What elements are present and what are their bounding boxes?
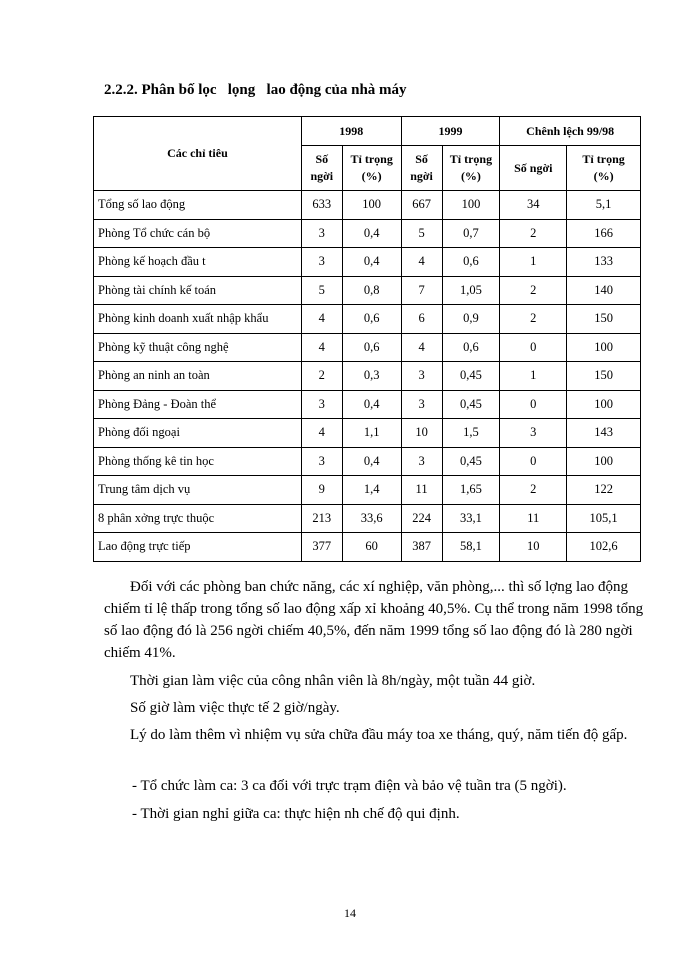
subheader-text: (%) xyxy=(593,169,614,183)
table-row xyxy=(94,248,641,277)
table-row xyxy=(94,333,641,362)
cell-dn: 2 xyxy=(500,305,567,334)
cell-p98: 0,4 xyxy=(342,447,401,476)
cell-p99: 0,6 xyxy=(442,248,500,277)
cell-n98: 5 xyxy=(301,276,342,305)
cell-p98: 0,4 xyxy=(342,390,401,419)
table-body xyxy=(94,191,641,562)
cell-p98: 0,6 xyxy=(342,333,401,362)
cell-dp: 122 xyxy=(567,476,641,505)
cell-n99: 387 xyxy=(401,533,442,562)
cell-n98: 4 xyxy=(301,305,342,334)
paragraph-departments: Đối với các phòng ban chức năng, các xí nghiệp, văn phòng,... thì số lợng lao động chiếm tỉ lệ thấp trong tổng số lao động xấp xỉ khoảng 40,5%. Cụ thể trong năm 1998 tổng số lao động đó là 256 ngời chiếm 40,5%, đến năm 1999 tổng số lao động đó là 280 ngời chiếm 41%. xyxy=(104,579,644,661)
cell-p98: 33,6 xyxy=(342,504,401,533)
row-label: Phòng Tổ chức cán bộ xyxy=(94,219,302,248)
cell-dp: 166 xyxy=(567,219,641,248)
cell-p99: 0,45 xyxy=(442,362,500,391)
cell-dp: 100 xyxy=(567,333,641,362)
cell-p98: 100 xyxy=(342,191,401,220)
header-1999: 1999 xyxy=(401,117,500,146)
cell-p99: 1,05 xyxy=(442,276,500,305)
table-row xyxy=(94,305,641,334)
cell-n99: 7 xyxy=(401,276,442,305)
cell-dn: 1 xyxy=(500,248,567,277)
cell-dn: 11 xyxy=(500,504,567,533)
table-row xyxy=(94,362,641,391)
subheader-text: ngời xyxy=(310,169,334,183)
cell-dn: 0 xyxy=(500,447,567,476)
subheader-so-nguoi-1998 xyxy=(301,146,342,191)
cell-dp: 140 xyxy=(567,276,641,305)
table-row xyxy=(94,476,641,505)
cell-n99: 667 xyxy=(401,191,442,220)
table-header-row xyxy=(94,117,641,146)
cell-n98: 4 xyxy=(301,333,342,362)
cell-dn: 3 xyxy=(500,419,567,448)
cell-n99: 3 xyxy=(401,390,442,419)
row-label: Phòng kinh doanh xuất nhập khẩu xyxy=(94,305,302,334)
row-label: Phòng kỹ thuật công nghệ xyxy=(94,333,302,362)
cell-dp: 105,1 xyxy=(567,504,641,533)
cell-dn: 34 xyxy=(500,191,567,220)
cell-dp: 100 xyxy=(567,390,641,419)
cell-n99: 4 xyxy=(401,248,442,277)
cell-p99: 0,6 xyxy=(442,333,500,362)
cell-n98: 633 xyxy=(301,191,342,220)
subheader-text: Tỉ trọng xyxy=(582,152,625,166)
cell-p98: 0,4 xyxy=(342,248,401,277)
row-label: Phòng đối ngoại xyxy=(94,419,302,448)
row-label: Lao động trực tiếp xyxy=(94,533,302,562)
cell-p99: 1,5 xyxy=(442,419,500,448)
subheader-text: Số xyxy=(415,152,428,166)
cell-p98: 60 xyxy=(342,533,401,562)
cell-n99: 4 xyxy=(401,333,442,362)
paragraph-overtime-reason: Lý do làm thêm vì nhiệm vụ sửa chữa đầu máy toa xe tháng, quý, năm tiến độ gấp. xyxy=(130,727,628,743)
cell-dn: 0 xyxy=(500,390,567,419)
header-indicators: Các chỉ tiêu xyxy=(94,117,302,191)
cell-dn: 2 xyxy=(500,476,567,505)
subheader-ti-trong-1998 xyxy=(342,146,401,191)
table-row xyxy=(94,504,641,533)
subheader-ti-trong-diff xyxy=(567,146,641,191)
table-row xyxy=(94,219,641,248)
cell-p98: 0,3 xyxy=(342,362,401,391)
cell-n98: 213 xyxy=(301,504,342,533)
table-row xyxy=(94,447,641,476)
subheader-text: Tỉ trọng xyxy=(350,152,393,166)
paragraph-actual-hours: Số giờ làm việc thực tế 2 giờ/ngày. xyxy=(130,700,340,716)
cell-dn: 0 xyxy=(500,333,567,362)
cell-dp: 143 xyxy=(567,419,641,448)
subheader-text: Số xyxy=(315,152,329,166)
cell-n99: 5 xyxy=(401,219,442,248)
subheader-text: ngời xyxy=(410,169,433,183)
paragraph-working-hours: Thời gian làm việc của công nhân viên là 8h/ngày, một tuần 44 giờ. xyxy=(130,673,536,689)
row-label: 8 phân xởng trực thuộc xyxy=(94,504,302,533)
cell-n98: 3 xyxy=(301,248,342,277)
cell-dn: 1 xyxy=(500,362,567,391)
page-number: 14 xyxy=(344,906,356,920)
cell-p99: 33,1 xyxy=(442,504,500,533)
cell-n98: 377 xyxy=(301,533,342,562)
cell-dp: 133 xyxy=(567,248,641,277)
header-1998: 1998 xyxy=(301,117,401,146)
cell-dp: 150 xyxy=(567,362,641,391)
row-label: Phòng an ninh an toàn xyxy=(94,362,302,391)
cell-dn: 2 xyxy=(500,276,567,305)
cell-n99: 11 xyxy=(401,476,442,505)
cell-n99: 6 xyxy=(401,305,442,334)
cell-p99: 0,9 xyxy=(442,305,500,334)
cell-p98: 0,8 xyxy=(342,276,401,305)
cell-n98: 3 xyxy=(301,447,342,476)
cell-n99: 10 xyxy=(401,419,442,448)
subheader-so-nguoi-1999 xyxy=(401,146,442,191)
table-row xyxy=(94,419,641,448)
cell-dn: 10 xyxy=(500,533,567,562)
table-row xyxy=(94,390,641,419)
row-label: Trung tâm dịch vụ xyxy=(94,476,302,505)
cell-p98: 1,1 xyxy=(342,419,401,448)
cell-p98: 1,4 xyxy=(342,476,401,505)
cell-p98: 0,6 xyxy=(342,305,401,334)
cell-n99: 224 xyxy=(401,504,442,533)
cell-dp: 100 xyxy=(567,447,641,476)
cell-n98: 3 xyxy=(301,219,342,248)
header-difference: Chênh lệch 99/98 xyxy=(500,117,641,146)
paragraph-shift-organization: - Tổ chức làm ca: 3 ca đối với trực trạm điện và bảo vệ tuần tra (5 ngời). xyxy=(132,778,567,794)
section-heading: 2.2.2. Phân bố lọc lọng lao động của nhà máy xyxy=(104,82,407,98)
cell-dp: 102,6 xyxy=(567,533,641,562)
cell-n98: 9 xyxy=(301,476,342,505)
subheader-ti-trong-1999 xyxy=(442,146,500,191)
subheader-text: (%) xyxy=(460,169,481,183)
subheader-text: (%) xyxy=(361,169,382,183)
cell-n98: 3 xyxy=(301,390,342,419)
cell-p99: 58,1 xyxy=(442,533,500,562)
cell-p99: 1,65 xyxy=(442,476,500,505)
cell-n98: 2 xyxy=(301,362,342,391)
row-label: Phòng kế hoạch đầu t xyxy=(94,248,302,277)
subheader-text: Tỉ trọng xyxy=(449,152,493,166)
table-row xyxy=(94,191,641,220)
cell-n99: 3 xyxy=(401,447,442,476)
cell-n99: 3 xyxy=(401,362,442,391)
row-label: Tổng số lao động xyxy=(94,191,302,220)
table-row xyxy=(94,533,641,562)
row-label: Phòng thống kê tin học xyxy=(94,447,302,476)
paragraph-break-time: - Thời gian nghỉ giữa ca: thực hiện nh chế độ qui định. xyxy=(132,806,460,822)
cell-dn: 2 xyxy=(500,219,567,248)
row-label: Phòng Đảng - Đoàn thể xyxy=(94,390,302,419)
cell-dp: 5,1 xyxy=(567,191,641,220)
cell-p99: 100 xyxy=(442,191,500,220)
row-label: Phòng tài chính kế toán xyxy=(94,276,302,305)
subheader-so-nguoi-diff: Số ngời xyxy=(500,146,567,191)
cell-dp: 150 xyxy=(567,305,641,334)
table-row xyxy=(94,276,641,305)
cell-p99: 0,45 xyxy=(442,447,500,476)
labor-distribution-table xyxy=(93,116,641,562)
cell-p98: 0,4 xyxy=(342,219,401,248)
cell-p99: 0,45 xyxy=(442,390,500,419)
cell-n98: 4 xyxy=(301,419,342,448)
cell-p99: 0,7 xyxy=(442,219,500,248)
